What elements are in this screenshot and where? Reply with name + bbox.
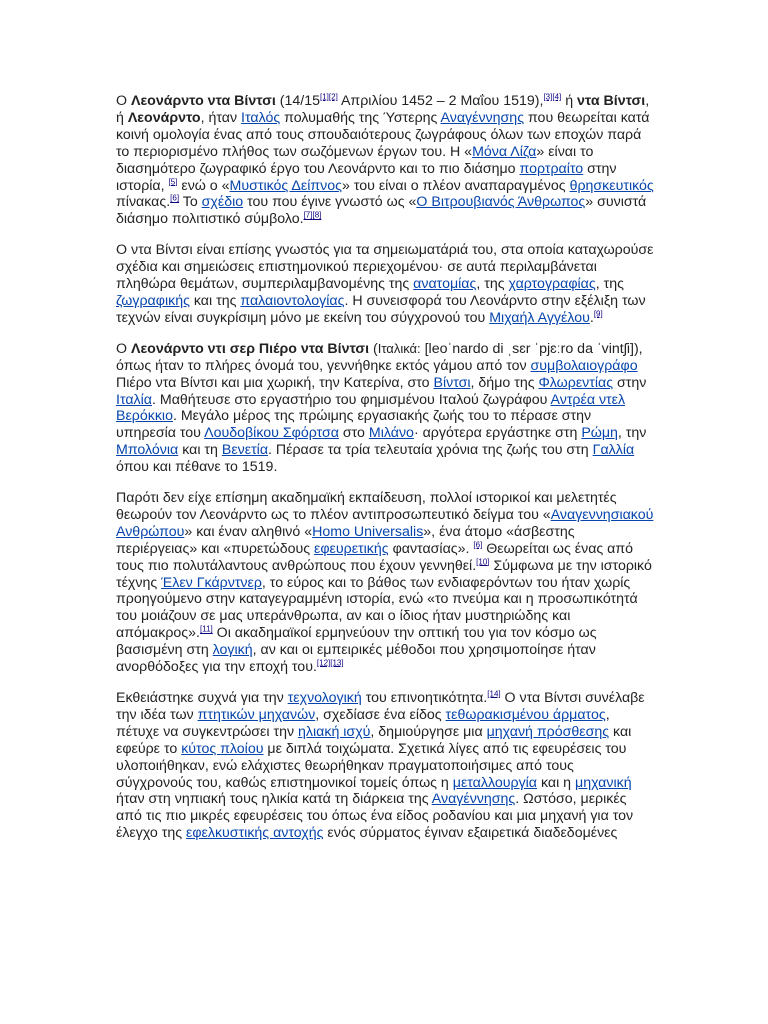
wiki-link[interactable]: σχέδιο (201, 194, 244, 211)
wiki-link[interactable]: Μόνα Λίζα (472, 143, 537, 160)
wiki-link[interactable]: Αναγέννησης (440, 109, 525, 126)
body-text: , ήταν (200, 109, 242, 126)
body-text: Απριλίου 1452 – 2 Μαΐου 1519), (337, 93, 544, 109)
wiki-link[interactable]: χαρτογραφίας (508, 276, 596, 293)
citation (320, 92, 329, 101)
body-text: , το εύρος και το βάθος των ενδιαφερόντων του ήταν χωρίς προηγούμενο στην καταγεγραμμένη ιστορία, ενώ «το πνεύμα και η προσωπικότητά του μοιάζουν σε μας υπεράνθρωπα, αν και ο ίδιος ήταν μυστηριώδης και απόμακρος». (116, 574, 638, 642)
wiki-link[interactable]: ηλιακή ισχύ (298, 723, 371, 740)
wiki-link[interactable]: συμβολαιογράφο (530, 357, 638, 374)
body-text: » είναι το διασημότερο ζωγραφικό έργο του Λεονάρντο και το πιο διάσημο (116, 143, 594, 177)
body-text: . Ωστόσο, μερικές από τις πιο μικρές εφευρέσεις του όπως ένα είδος ροδανίου και μια μηχανή για τον έλεγχο της (116, 791, 634, 842)
body-text: και τη (178, 442, 222, 459)
body-text: στο (338, 425, 369, 442)
body-text: του που έγινε γνωστό ως « (243, 194, 417, 211)
wiki-link[interactable]: Αναγέννησης (431, 791, 516, 808)
body-text: , σχεδίασε ένα είδος (315, 706, 446, 723)
body-text: , της (476, 276, 509, 293)
body-text: · αργότερα εργάστηκε στη (413, 425, 582, 442)
citation-link[interactable]: [3] (543, 92, 553, 102)
body-text: , δήμο της (470, 374, 539, 391)
body-text: (14/15 (275, 93, 320, 109)
body-text: Θεωρείται ως ένας από τους πιο πολυτάλαντους ανθρώπους που έχουν γεννηθεί. (116, 540, 634, 574)
wiki-link[interactable]: πορτραίτο (519, 160, 584, 177)
body-text: και εφεύρε το (116, 723, 632, 757)
body-text: Εκθειάστηκε συχνά για την (116, 690, 288, 706)
citation-link[interactable]: [7] (303, 210, 313, 220)
paragraph-biography (116, 341, 654, 476)
body-text: στην (613, 374, 647, 391)
body-text: με διπλά τοιχώματα. Σχετικά λίγες από τις εφευρέσεις του υλοποιήθηκαν, ενώ ελάχιστες θεωρήθηκαν πραγματοποιήσιμες από τους σύγχρονούς του, καθώς επιστημονικοί τομείς όπως η (116, 740, 627, 791)
wiki-link[interactable]: Ρώμη (581, 425, 618, 442)
paragraph-polymath (116, 490, 654, 676)
body-text: . Πέρασε τα τρία τελευταία χρόνια της ζωής του στη (268, 442, 593, 459)
wiki-link[interactable]: μηχανή πρόσθεσης (486, 723, 610, 740)
wiki-link[interactable]: Αντρέα ντελ Βερόκκιο (116, 391, 626, 425)
body-text: Σύμφωνα με την ιστορικό τέχνης (116, 557, 652, 591)
wiki-link[interactable]: Αναγεννησιακού Ανθρώπου (116, 506, 654, 540)
wiki-link[interactable]: τεθωρακισμένου άρματος (445, 706, 606, 723)
wiki-link[interactable]: Ιταλός (241, 109, 281, 126)
citation-link[interactable]: [2] (328, 92, 338, 102)
body-text: , αν και οι εμπειρικές μέθοδοι που χρησιμοποίησε ήταν ανορθόδοξες για την εποχή του. (116, 642, 596, 676)
wiki-link[interactable]: θρησκευτικός (569, 177, 654, 194)
citation (330, 658, 343, 667)
body-text: », ένα άτομο «άσβεστης περιέργειας» και «πυρετώδους (116, 523, 575, 557)
wiki-link[interactable]: Ιταλία (116, 391, 152, 408)
wiki-link[interactable]: Φλωρεντίας (538, 374, 614, 391)
body-text: » του είναι ο πλέον αναπαραγμένος (342, 177, 570, 194)
wiki-link[interactable]: Έλεν Γκάρντνερ (161, 574, 262, 591)
body-text: που θεωρείται κατά κοινή ομολογία ένας από τους σπουδαιότερους ζωγράφους όλων των εποχών παρά το περιορισμένο πλήθος των σωζόμενων έργων του. Η « (116, 109, 650, 160)
bold-name: Λεονάρντο (127, 109, 201, 126)
citation-link[interactable]: [5] (168, 176, 178, 186)
body-text: , δημιούργησε μια (370, 723, 487, 740)
wiki-link[interactable]: Μιλάνο (368, 425, 414, 442)
citation (317, 658, 330, 667)
paragraph-intro (116, 93, 654, 228)
wiki-link[interactable]: λογική (212, 642, 253, 659)
wiki-link[interactable]: εφελκυστικής αντοχής (186, 825, 324, 842)
paragraph-notebooks (116, 242, 654, 327)
wiki-link[interactable]: Μιχαήλ Αγγέλου (489, 309, 590, 326)
body-text: Ο ντα Βίντσι συνέλαβε την ιδέα των (116, 690, 645, 723)
body-text: πολυμαθής της Ύστερης (280, 109, 441, 126)
paragraph-inventions (116, 690, 654, 842)
body-text: ενός σύρματος έγιναν εξαιρετικά διαδεδομένες (323, 825, 618, 842)
citation-link[interactable]: [6] (170, 193, 180, 203)
citation (200, 625, 213, 634)
body-text: ή (561, 93, 578, 109)
citation (487, 689, 500, 698)
body-text: . Μεγάλο μέρος της πρώιμης εργασιακής ζωής του το πέρασε στην υπηρεσία του (116, 408, 592, 442)
language-label: Ιταλικά: (377, 340, 421, 356)
wiki-link[interactable]: Ο Βιτρουβιανός Άνθρωπος (416, 194, 586, 211)
body-text: . (589, 309, 594, 326)
citation (312, 211, 321, 220)
body-text: στην ιστορία, (116, 160, 617, 194)
citation-link[interactable]: [4] (552, 92, 562, 102)
body-text: . Η συνεισφορά του Λεονάρντο στην εξέλιξη των τεχνών είναι συγκρίσιμη μόνο με εκείνη του σύγχρονού του (116, 292, 646, 326)
wiki-link[interactable]: ανατομίας (413, 276, 477, 293)
wiki-link[interactable]: πτητικών μηχανών (197, 706, 316, 723)
body-text: του επινοητικότητα. (361, 690, 488, 706)
body-text: ενώ ο « (177, 177, 230, 194)
body-text: φαντασίας». (388, 540, 474, 557)
citation-link[interactable]: [11] (199, 624, 213, 634)
wiki-link[interactable]: Λουδοβίκου Σφόρτσα (204, 425, 339, 442)
wiki-link[interactable]: μηχανική (575, 774, 632, 791)
body-text: Ο ντα Βίντσι είναι επίσης γνωστός για τα σημειωματάριά του, στα οποία καταχωρούσε σχέδια και σημειώσεις επιστημονικού περιεχομένου· σε αυτά περιλαμβάνεται πληθώρα θεμάτων, συμπεριλαμβανομένης της (116, 242, 654, 293)
citation (473, 540, 482, 549)
body-text: ήταν στη νηπιακή τους ηλικία κατά τη διάρκεια της (116, 791, 432, 808)
citation-link[interactable]: [12] (316, 658, 331, 668)
body-text: και της (189, 292, 241, 309)
body-text: Παρότι δεν είχε επίσημη ακαδημαϊκή εκπαίδευση, πολλοί ιστορικοί και μελετητές θεωρούν τον Λεονάρντο ως το πλέον αντιπροσωπευτικό δείγμα του « (116, 490, 617, 523)
body-text: Πιέρο ντα Βίντσι και μια χωρική, την Κατερίνα, στο (116, 374, 434, 391)
body-text: Ο (116, 93, 131, 109)
article-body (116, 93, 654, 856)
citation-link[interactable]: [8] (312, 210, 322, 220)
citation-link[interactable]: [6] (473, 540, 483, 550)
citation-link[interactable]: [10] (476, 556, 490, 566)
wiki-link[interactable]: ζωγραφικής (116, 292, 190, 309)
wiki-link[interactable]: Βίντσι (433, 374, 471, 391)
wiki-link[interactable]: Μπολόνια (116, 442, 179, 459)
body-text: » και έναν αληθινό « (184, 523, 313, 540)
bold-name: Λεονάρντο ντα Βίντσι (130, 93, 276, 109)
body-text: Οι ακαδημαϊκοί ερμηνεύουν την οπτική του για τον κόσμο ως βασισμένη στη (116, 625, 597, 659)
body-text: , την (617, 425, 647, 442)
wiki-link[interactable]: Homo Universalis (312, 523, 424, 540)
citation (476, 557, 489, 566)
wiki-link[interactable]: Βενετία (221, 442, 269, 459)
bold-name: Λεονάρντο ντι σερ Πιέρο ντα Βίντσι (130, 340, 370, 357)
bold-name: ντα Βίντσι (577, 93, 646, 109)
wiki-link[interactable]: Γαλλία (592, 442, 635, 459)
citation (329, 92, 338, 101)
body-text: [leoˈnardo di ˌsɛr ˈpjɛːro da ˈvintʃi]), όπως ήταν το πλήρες όνομά του, γεννήθηκε εκτός γάμου από τον (116, 340, 643, 374)
citation-link[interactable]: [13] (330, 658, 344, 668)
wiki-link[interactable]: παλαιοντολογίας (240, 292, 345, 309)
wiki-link[interactable]: τεχνολογική (287, 690, 362, 706)
wiki-link[interactable]: κύτος πλοίου (181, 740, 264, 757)
citation-link[interactable]: [1] (320, 92, 329, 102)
body-text: ( (369, 340, 378, 357)
body-text: » συνιστά διάσημο πολιτιστικό σύμβολο. (116, 194, 647, 228)
body-text: . Μαθήτευσε στο εργαστήριο του φημισμένου Ιταλού ζωγράφου (152, 391, 551, 408)
body-text: , πέτυχε να συγκεντρώσει την (116, 706, 610, 740)
citation (170, 194, 179, 203)
body-text: πίνακας. (116, 194, 171, 211)
wiki-link[interactable]: εφευρετικής (314, 540, 389, 557)
citation (594, 309, 603, 318)
body-text: Το (179, 194, 202, 211)
wiki-link[interactable]: μεταλλουργία (452, 774, 538, 791)
citation-link[interactable]: [14] (487, 689, 501, 699)
citation-link[interactable]: [9] (593, 309, 603, 319)
wiki-link[interactable]: Μυστικός Δείπνος (229, 177, 342, 194)
citation (552, 92, 561, 101)
body-text: όπου και πέθανε το 1519. (116, 459, 278, 476)
body-text: και η (537, 774, 576, 791)
body-text: Ο (116, 340, 131, 357)
body-text: , της (595, 276, 624, 293)
body-text: , ή (116, 93, 650, 126)
